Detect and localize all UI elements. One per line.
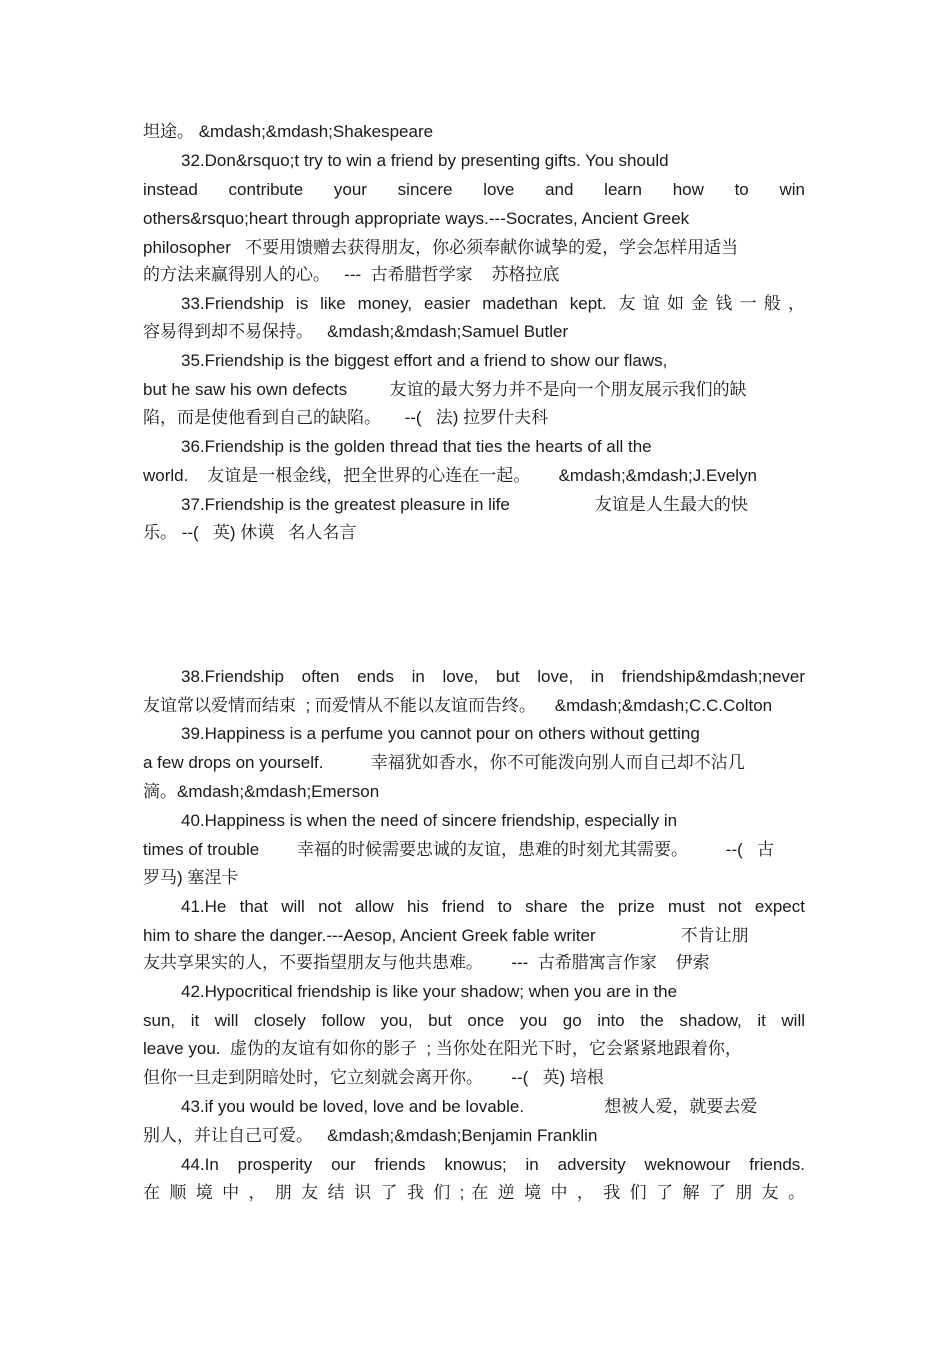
text-line: 40.Happiness is when the need of sincere friendship, especially in — [181, 811, 678, 830]
text-line: 42.Hypocritical friendship is like your shadow; when you are in the — [181, 982, 678, 1001]
text-line: 但你一旦走到阴暗处时，它立刻就会离开你。 --( 英) 培根 — [143, 1068, 604, 1087]
text-line: philosopher 不要用馈赠去获得朋友，你必须奉献你诚挚的爱，学会怎样用适当 — [143, 238, 739, 257]
text-line: 陷，而是使他看到自己的缺陷。 --( 法) 拉罗什夫科 — [143, 408, 549, 427]
text-line: 36.Friendship is the golden thread that ties the hearts of all the — [181, 437, 652, 456]
text-line: leave you. 虚伪的友谊有如你的影子 ; 当你处在阳光下时，它会紧紧地跟着你， — [143, 1039, 742, 1058]
text-line: 38.Friendship often ends in love, but love, in friendship&mdash;never — [181, 667, 805, 686]
text-line: 罗马) 塞涅卡 — [143, 868, 239, 887]
text-line: 在 顺 境 中 ， 朋 友 结 识 了 我 们 ; 在 逆 境 中 ， 我 们 了 解 了 朋 友 。 — [143, 1183, 805, 1202]
text-line: 43.if you would be loved, love and be lovable. 想被人爱，就要去爱 — [181, 1097, 758, 1116]
text-line: 滴。&mdash;&mdash;Emerson — [143, 782, 380, 801]
text-line: 乐。 --( 英) 休谟 名人名言 — [143, 523, 357, 542]
text-line: 友共享果实的人，不要指望朋友与他共患难。 --- 古希腊寓言作家 伊索 — [143, 953, 710, 972]
text-line: him to share the danger.---Aesop, Ancient Greek fable writer 不肯让朋 — [143, 926, 749, 945]
text-line: 44.In prosperity our friends knowus; in adversity weknowour friends. — [181, 1155, 805, 1174]
text-line: instead contribute your sincere love and learn how to win — [143, 180, 805, 199]
text-line: 37.Friendship is the greatest pleasure in life 友谊是人生最大的快 — [181, 495, 748, 514]
text-line: sun, it will closely follow you, but once you go into the shadow, it will — [143, 1011, 805, 1030]
text-line: 友谊常以爱情而结束 ; 而爱情从不能以友谊而告终。 &mdash;&mdash;C.C.Colton — [143, 696, 773, 715]
text-line: world. 友谊是一根金线，把全世界的心连在一起。 &mdash;&mdash;J.Evelyn — [143, 466, 757, 485]
text-line: 41.He that will not allow his friend to share the prize must not expect — [181, 897, 805, 916]
text-line: 容易得到却不易保持。 &mdash;&mdash;Samuel Butler — [143, 322, 569, 341]
text-line: a few drops on yourself. 幸福犹如香水，你不可能泼向别人而自己却不沾几 — [143, 753, 745, 772]
text-line: but he saw his own defects 友谊的最大努力并不是向一个朋友展示我们的缺 — [143, 380, 747, 399]
text-line: 别人，并让自己可爱。 &mdash;&mdash;Benjamin Franklin — [143, 1126, 598, 1145]
text-line: 33.Friendship is like money, easier madethan kept. 友谊如金钱一般， — [181, 294, 805, 313]
text-line: 35.Friendship is the biggest effort and a friend to show our flaws, — [181, 351, 668, 370]
text-line: 39.Happiness is a perfume you cannot pour on others without getting — [181, 724, 700, 743]
text-line: 的方法来赢得别人的心。 --- 古希腊哲学家 苏格拉底 — [143, 265, 560, 284]
text-line: others&rsquo;heart through appropriate ways.---Socrates, Ancient Greek — [143, 209, 690, 228]
text-line: times of trouble 幸福的时候需要忠诚的友谊，患难的时刻尤其需要。 --( 古 — [143, 840, 774, 859]
text-line: 坦途。 &mdash;&mdash;Shakespeare — [143, 122, 434, 141]
text-line: 32.Don&rsquo;t try to win a friend by presenting gifts. You should — [181, 151, 669, 170]
